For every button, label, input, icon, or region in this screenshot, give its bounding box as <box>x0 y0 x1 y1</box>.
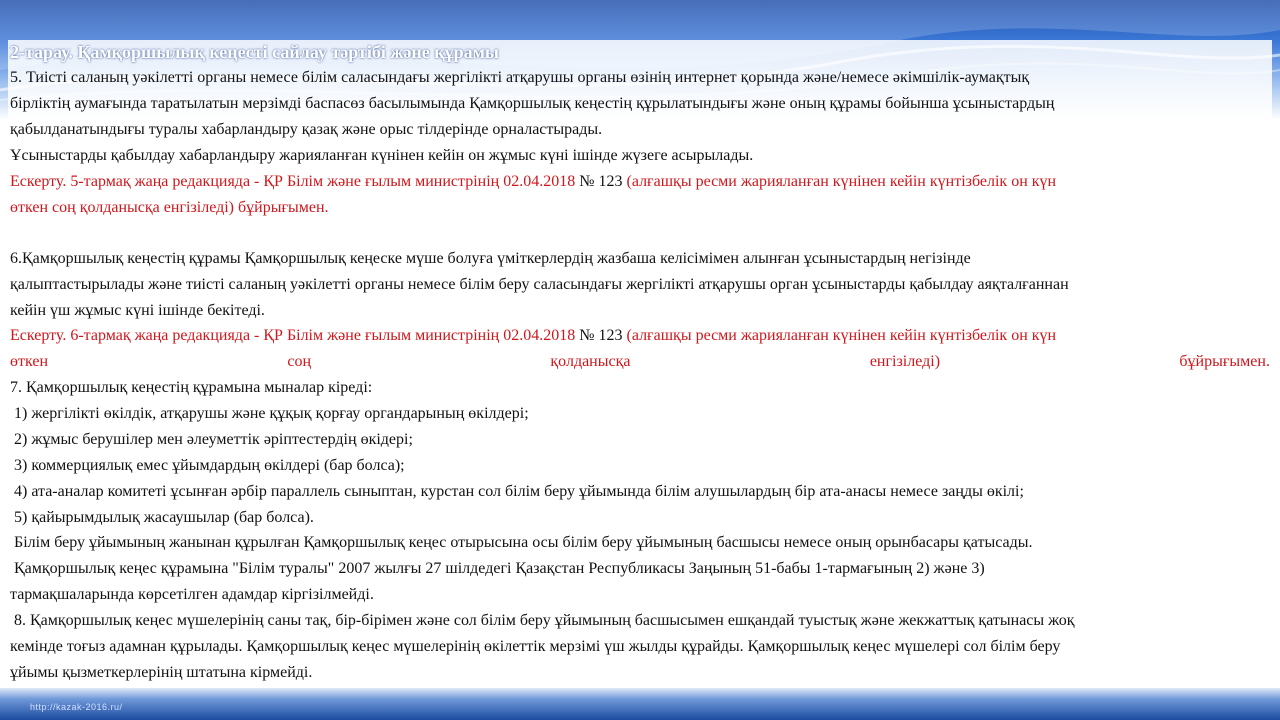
note-text: Ескерту. 5-тармақ жаңа редакцияда - ҚР Білім және ғылым министрінің 02.04.2018 <box>10 173 580 190</box>
note-text: Ескерту. 6-тармақ жаңа редакцияда - ҚР Білім және ғылым министрінің 02.04.2018 <box>10 327 580 344</box>
order-number-link[interactable]: № 123 <box>579 327 623 344</box>
section-heading: 2-тарау. Қамқоршылық кеңесті сайлау тәртібі және құрамы <box>10 42 499 62</box>
note-word: соң <box>287 353 312 370</box>
paragraph-line: 6.Қамқоршылық кеңестің құрамы Қамқоршылық кеңеске мүше болуға үміткерлердің жазбаша келісімімен алынған ұсыныстардың негізінде <box>10 250 971 267</box>
note-line: өткен соң қолданысқа енгізіледі) бұйрығымен. <box>10 199 329 216</box>
paragraph-line: Қамқоршылық кеңес құрамына "Білім туралы" 2007 жылғы 27 шілдедегі Қазақстан Республикасы Заңының 51-бабы 1-тармағының 2) және 3) <box>14 560 985 577</box>
list-item: 4) ата-аналар комитеті ұсынған әрбір параллель сыныптан, курстан сол білім беру ұйымында білім алушылардың бір ата-анасы немесе заңды өкілі; <box>14 483 1024 500</box>
list-item: 2) жұмыс берушілер мен әлеуметтік әріптестердің өкідері; <box>14 431 413 448</box>
paragraph-line: қабылданатындығы туралы хабарландыру қазақ және орыс тілдерінде орналастырады. <box>10 121 603 138</box>
paragraph-line: кемінде тоғыз адамнан құрылады. Қамқоршылық кеңес мүшелерінің өкілеттік мерзімі үш жылды құрайды. Қамқоршылық кеңес мүшелері сол білім беру <box>10 638 1061 655</box>
paragraph-line: 8. Қамқоршылық кеңес мүшелерінің саны тақ, бір-бірімен және сол білім беру ұйымының басшысымен ешқандай туыстық және жекжаттық қатынасы жоқ <box>14 612 1075 629</box>
note-text: (алғашқы ресми жарияланған күнінен кейін күнтізбелік он күн <box>622 173 1057 190</box>
note-word: өткен <box>10 353 49 370</box>
paragraph-line: тармақшаларында көрсетілген адамдар кіргізілмейді. <box>10 586 374 603</box>
footer-url[interactable]: http://kazak-2016.ru/ <box>30 702 123 712</box>
list-item: 1) жергілікті өкілдік, атқарушы және құқық қорғау органдарының өкілдері; <box>14 405 529 422</box>
paragraph-line: 7. Қамқоршылық кеңестің құрамына мыналар кіреді: <box>10 379 373 396</box>
paragraph-line: Білім беру ұйымының жанынан құрылған Қамқоршылық кеңес отырысына осы білім беру ұйымының басшысы немесе оның орынбасары қатысады. <box>14 534 1033 551</box>
paragraph-line: 5. Тиісті саланың уәкілетті органы немесе білім саласындағы жергілікті атқарушы органы өзінің интернет қорында және/немесе әкімшілік-аумақтық <box>10 69 1030 86</box>
list-item: 3) коммерциялық емес ұйымдардың өкілдері (бар болса); <box>14 457 405 474</box>
paragraph-line: Ұсыныстарды қабылдау хабарландыру жарияланған күнінен кейін он жұмыс күні ішінде жүзеге асырылады. <box>10 147 754 164</box>
paragraph-line: қалыптастырылады және тиісті саланың уәкілетті органы немесе білім беру саласындағы жергілікті атқарушы орган ұсыныстарды қабылдау аяқталғаннан <box>10 276 1069 293</box>
note-line <box>10 352 1270 372</box>
order-number-link[interactable]: № 123 <box>579 173 623 190</box>
note-word: енгізіледі) <box>869 353 941 370</box>
note-word: бұйрығымен. <box>1179 353 1270 370</box>
list-item: 5) қайырымдылық жасаушылар (бар болса). <box>14 509 314 526</box>
paragraph-line: ұйымы қызметкерлерінің штатына кірмейді. <box>10 664 313 681</box>
note-line <box>10 172 1270 192</box>
paragraph-line: бірліктің аумағында таратылатын мерзімді баспасөз басылымында Қамқоршылық кеңестің құрылатындығы және оның құрамы бойынша ұсыныстардың <box>10 95 1055 112</box>
note-word: қолданысқа <box>550 353 631 370</box>
paragraph-line: кейін үш жұмыс күні ішінде бекітеді. <box>10 302 265 319</box>
note-line <box>10 326 1270 346</box>
note-text: (алғашқы ресми жарияланған күнінен кейін күнтізбелік он күн <box>622 327 1057 344</box>
